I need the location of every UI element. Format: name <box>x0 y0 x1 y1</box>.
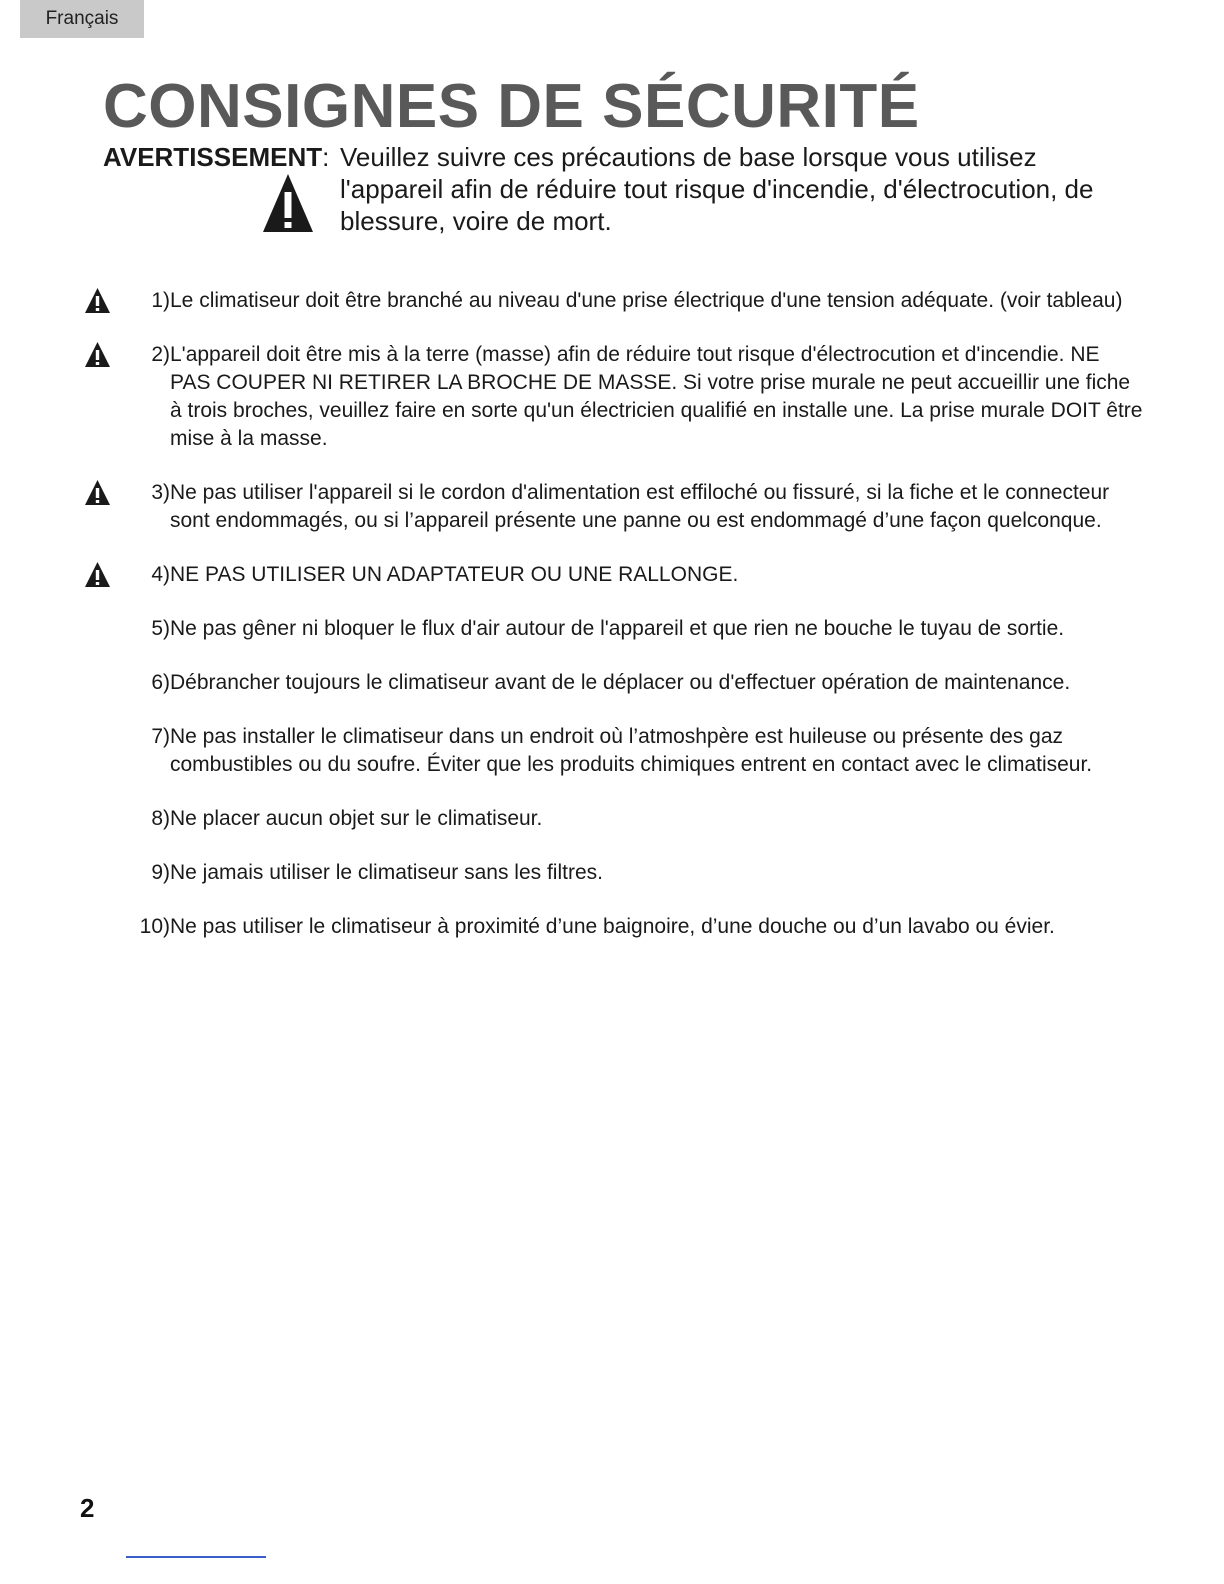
list-item <box>84 561 1144 589</box>
list-item <box>84 723 1144 779</box>
safety-instructions-list <box>84 287 1144 967</box>
list-item-text: Ne jamais utiliser le climatiseur sans les filtres. <box>170 861 603 884</box>
warning-triangle-icon <box>84 287 111 314</box>
warning-triangle-icon <box>84 341 111 368</box>
bottom-rule <box>126 1556 266 1558</box>
list-item <box>84 479 1144 535</box>
page-number: 2 <box>80 1493 95 1523</box>
list-item-number: 2) <box>151 343 170 366</box>
list-item-text: Le climatiseur doit être branché au niveau d'une prise électrique d'une tension adéquate. (voir tableau) <box>170 289 1123 312</box>
list-item-number: 9) <box>151 861 170 884</box>
list-item-text: Ne pas utiliser le climatiseur à proximité d’une baignoire, d’une douche ou d’un lavabo ou évier. <box>170 915 1055 938</box>
list-item-number: 4) <box>151 563 170 586</box>
warning-triangle-icon <box>84 561 111 588</box>
warning-triangle-icon <box>84 479 111 506</box>
language-tab: Français <box>20 0 144 38</box>
list-item-text: Ne pas utiliser l'appareil si le cordon d'alimentation est effiloché ou fissuré, si la fiche et le connecteur sont endommagés, ou si l’appareil présente une panne ou est endommagé d’une façon quelconque. <box>170 481 1110 532</box>
warning-label: AVERTISSEMENT: <box>103 142 330 172</box>
warning-text: Veuillez suivre ces précautions de base lorsque vous utilisez l'appareil afin de réduire tout risque d'incendie, d'électrocution, de blessure, voire de mort. <box>340 142 1094 236</box>
warning-triangle-icon <box>261 172 315 234</box>
list-item-number: 3) <box>151 481 170 504</box>
list-item <box>84 805 1144 833</box>
list-item-text: L'appareil doit être mis à la terre (masse) afin de réduire tout risque d'électrocution et d'incendie. NE PAS COUPER NI RETIRER LA BROCHE DE MASSE. Si votre prise murale ne peut accueillir une fiche à trois broches, veuillez faire en sorte qu'un électricien qualifié en installe une. La prise murale DOIT être mise à la masse. <box>170 343 1143 450</box>
list-item-number: 10) <box>139 915 170 938</box>
list-item-number: 6) <box>151 671 170 694</box>
list-item <box>84 287 1144 315</box>
list-item <box>84 615 1144 643</box>
list-item-number: 7) <box>151 725 170 748</box>
list-item <box>84 669 1144 697</box>
list-item-number: 1) <box>151 289 170 312</box>
list-item <box>84 859 1144 887</box>
list-item-text: Ne placer aucun objet sur le climatiseur. <box>170 807 543 830</box>
page-title: CONSIGNES DE SÉCURITÉ <box>103 72 920 141</box>
list-item-text: Ne pas installer le climatiseur dans un endroit où l’atmoshpère est huileuse ou présente des gaz combustibles ou du soufre. Éviter que les produits chimiques entrent en contact avec le climatiseur. <box>170 725 1093 776</box>
list-item <box>84 341 1144 453</box>
list-item-text: Débrancher toujours le climatiseur avant de le déplacer ou d'effectuer opération de maintenance. <box>170 671 1071 694</box>
list-item <box>84 913 1144 941</box>
list-item-number: 8) <box>151 807 170 830</box>
list-item-text: Ne pas gêner ni bloquer le flux d'air autour de l'appareil et que rien ne bouche le tuyau de sortie. <box>170 617 1065 640</box>
list-item-number: 5) <box>151 617 170 640</box>
list-item-text: NE PAS UTILISER UN ADAPTATEUR OU UNE RALLONGE. <box>170 563 739 586</box>
